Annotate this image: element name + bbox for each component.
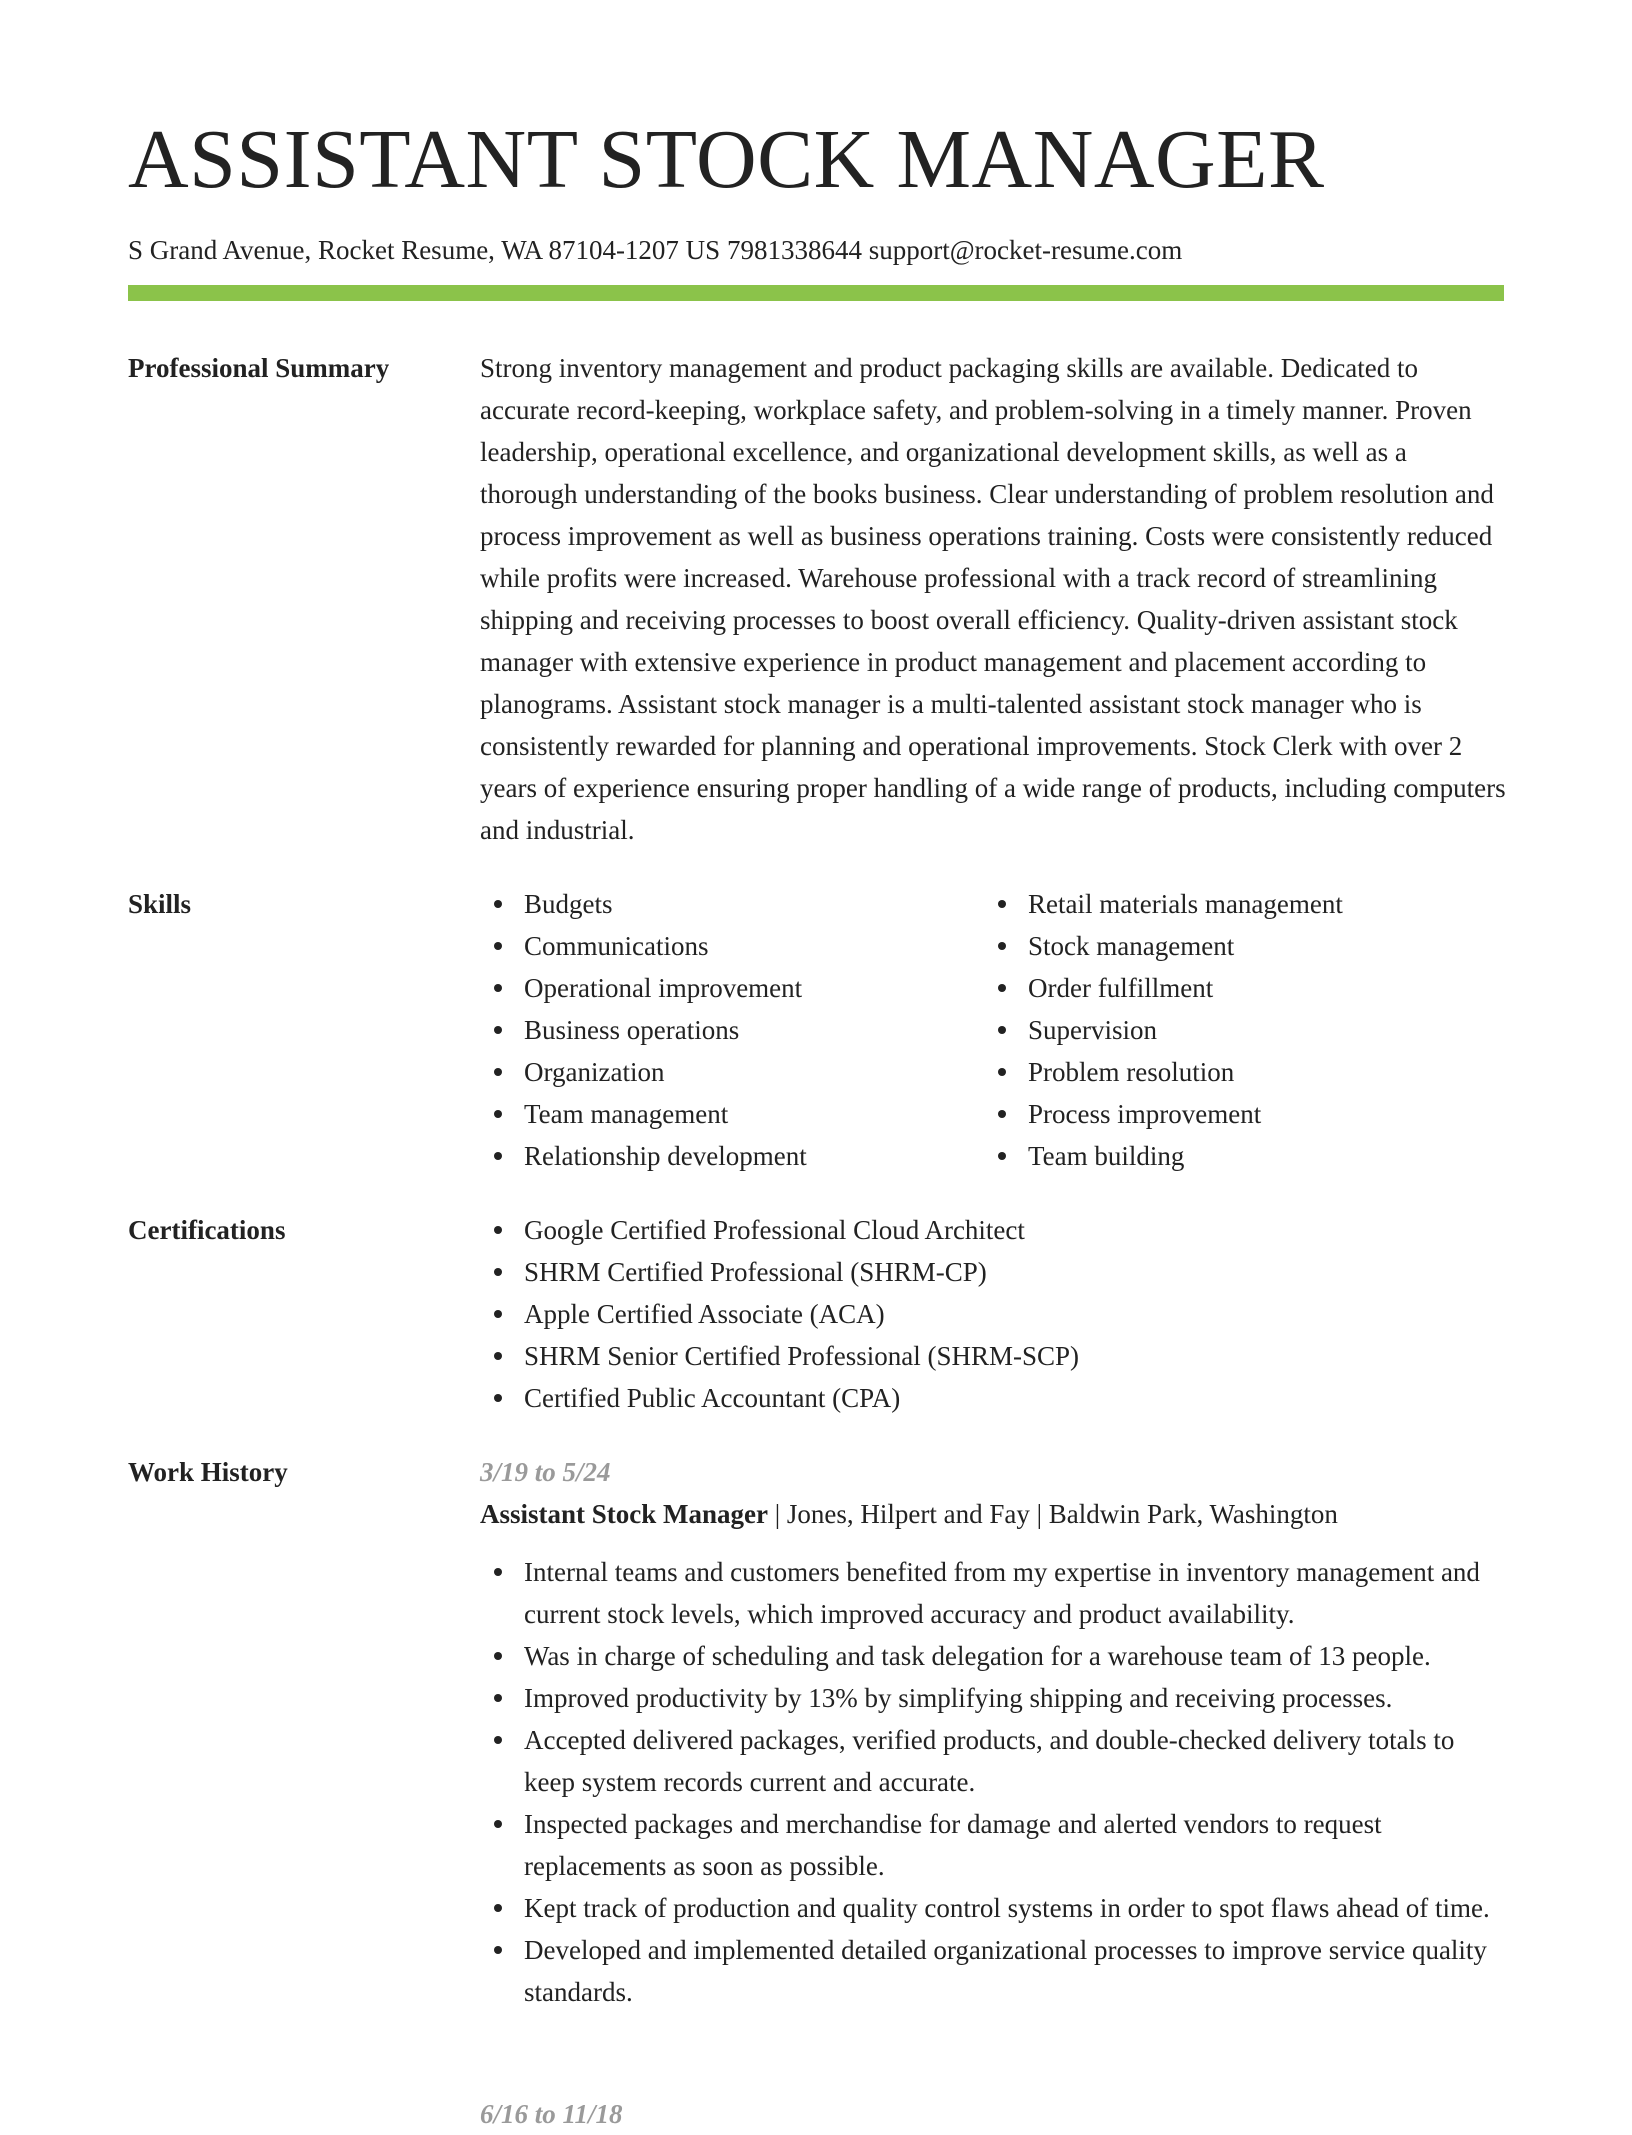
job-title: Assistant Stock Manager xyxy=(480,1499,768,1529)
job-heading xyxy=(480,1493,1504,1535)
skill-item: Retail materials management xyxy=(984,883,1488,925)
skill-item: Stock management xyxy=(984,925,1488,967)
skill-item: Communications xyxy=(480,925,984,967)
work-history-label: Work History xyxy=(128,1457,288,1487)
job-company-location: | Jones, Hilpert and Fay | Baldwin Park, Washington xyxy=(768,1499,1338,1529)
job-duties-list xyxy=(480,1551,1504,2013)
skill-item: Relationship development xyxy=(480,1135,984,1177)
job-entry xyxy=(480,2093,623,2135)
certifications-label: Certifications xyxy=(128,1215,286,1245)
skill-item: Team building xyxy=(984,1135,1488,1177)
job-duty-item: Kept track of production and quality control systems in order to spot flaws ahead of time. xyxy=(480,1887,1504,1929)
certification-item: SHRM Senior Certified Professional (SHRM-SCP) xyxy=(480,1335,1504,1377)
skill-item: Process improvement xyxy=(984,1093,1488,1135)
job-duty-item: Developed and implemented detailed organizational processes to improve service quality standards. xyxy=(480,1929,1504,2013)
summary-label: Professional Summary xyxy=(128,353,390,383)
summary-text: Strong inventory management and product packaging skills are available. Dedicated to accurate record-keeping, workplace safety, and problem-solving in a timely manner. Proven leadership, operational excellence, and organizational development skills, as well as a thorough understanding of the books business. Clear understanding of problem resolution and process improvement as well as business operations training. Costs were consistently reduced while profits were increased. Warehouse professional with a track record of streamlining shipping and receiving processes to boost overall efficiency. Quality-driven assistant stock manager with extensive experience in product management and placement according to planograms. Assistant stock manager is a multi-talented assistant stock manager who is consistently rewarded for planning and operational improvements. Stock Clerk with over 2 years of experience ensuring proper handling of a wide range of products, including computers and industrial. xyxy=(480,353,1506,845)
skill-item: Team management xyxy=(480,1093,984,1135)
job-duty-item: Inspected packages and merchandise for damage and alerted vendors to request replacements as soon as possible. xyxy=(480,1803,1504,1887)
certification-item: SHRM Certified Professional (SHRM-CP) xyxy=(480,1251,1504,1293)
certification-item: Google Certified Professional Cloud Architect xyxy=(480,1209,1504,1251)
job-entry xyxy=(480,1451,1504,2013)
job-duty-item: Improved productivity by 13% by simplifying shipping and receiving processes. xyxy=(480,1677,1504,1719)
skills-list-left xyxy=(480,883,984,1177)
summary-body xyxy=(480,347,1508,851)
skill-item: Budgets xyxy=(480,883,984,925)
job-dates: 6/16 to 11/18 xyxy=(480,2099,623,2129)
job-duty-item: Accepted delivered packages, verified products, and double-checked delivery totals to keep system records current and accurate. xyxy=(480,1719,1504,1803)
skills-list-right xyxy=(984,883,1488,1177)
certification-item: Certified Public Accountant (CPA) xyxy=(480,1377,1504,1419)
skill-item: Problem resolution xyxy=(984,1051,1488,1093)
job-duty-item: Internal teams and customers benefited from my expertise in inventory management and current stock levels, which improved accuracy and product availability. xyxy=(480,1551,1504,1635)
certifications-list xyxy=(480,1209,1504,1419)
resume-title: ASSISTANT STOCK MANAGER xyxy=(128,113,1325,206)
certifications-body xyxy=(480,1209,1504,1419)
skill-item: Supervision xyxy=(984,1009,1488,1051)
skill-item: Order fulfillment xyxy=(984,967,1488,1009)
contact-line: S Grand Avenue, Rocket Resume, WA 87104-1207 US 7981338644 support@rocket-resume.com xyxy=(128,235,1183,265)
skill-item: Operational improvement xyxy=(480,967,984,1009)
work-history-body xyxy=(480,1451,1504,2129)
skills-body xyxy=(480,883,1504,1177)
header-divider xyxy=(128,285,1504,301)
job-duty-item: Was in charge of scheduling and task delegation for a warehouse team of 13 people. xyxy=(480,1635,1504,1677)
skills-label: Skills xyxy=(128,889,192,919)
skill-item: Business operations xyxy=(480,1009,984,1051)
certification-item: Apple Certified Associate (ACA) xyxy=(480,1293,1504,1335)
skill-item: Organization xyxy=(480,1051,984,1093)
job-dates: 3/19 to 5/24 xyxy=(480,1457,611,1487)
